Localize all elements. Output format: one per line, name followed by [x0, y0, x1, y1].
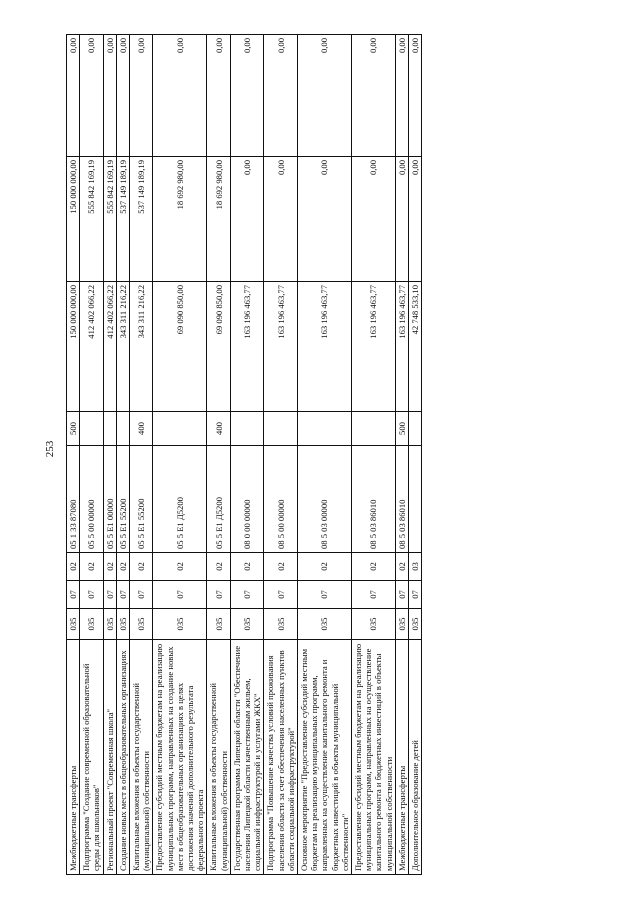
amount-col-2: 150 000 000,00 [67, 157, 80, 282]
amount-col-3: 0,00 [395, 35, 408, 157]
expense-type [352, 412, 396, 446]
target-article: 08 5 03 86010 [352, 446, 396, 553]
amount-col-3: 0,00 [264, 35, 298, 157]
section-code: 07 [80, 581, 103, 609]
subsection-code: 02 [395, 553, 408, 581]
amount-col-1: 412 402 066,22 [80, 282, 103, 412]
expense-type: 400 [207, 412, 230, 446]
amount-col-1: 163 196 463,77 [352, 282, 396, 412]
ministry-code: 035 [395, 609, 408, 640]
ministry-code: 035 [298, 609, 352, 640]
budget-table [66, 34, 422, 875]
amount-col-3: 0,00 [153, 35, 207, 157]
amount-col-2: 0,00 [298, 157, 352, 282]
row-name: Межбюджетные трансферты [395, 640, 408, 875]
subsection-code: 02 [80, 553, 103, 581]
page-number: 253 [44, 440, 56, 458]
rotated-page [66, 35, 422, 875]
amount-col-3: 0,00 [230, 35, 264, 157]
section-code: 07 [298, 581, 352, 609]
amount-col-1: 150 000 000,00 [67, 282, 80, 412]
amount-col-1: 42 748 533,10 [409, 282, 422, 412]
expense-type [103, 412, 116, 446]
amount-col-2: 18 692 980,00 [153, 157, 207, 282]
ministry-code: 035 [153, 609, 207, 640]
amount-col-3: 0,00 [352, 35, 396, 157]
table-row [207, 35, 230, 875]
amount-col-3: 0,00 [298, 35, 352, 157]
row-name: Региональный проект "Современная школа" [103, 640, 116, 875]
table-row [230, 35, 264, 875]
ministry-code: 035 [103, 609, 116, 640]
table-row [130, 35, 153, 875]
subsection-code: 03 [409, 553, 422, 581]
amount-col-3: 0,00 [116, 35, 129, 157]
section-code: 07 [207, 581, 230, 609]
section-code: 07 [264, 581, 298, 609]
amount-col-3: 0,00 [80, 35, 103, 157]
expense-type [153, 412, 207, 446]
target-article [409, 446, 422, 553]
row-name: Предоставление субсидий местным бюджетам на реализацию муниципальных программ, направленных на создание новых мест в общеобразовательных организациях в целях достижения значений дополнительного результата федерального проекта [153, 640, 207, 875]
row-name: Капитальные вложения в объекты государственной (муниципальной) собственности [130, 640, 153, 875]
expense-type: 500 [395, 412, 408, 446]
target-article: 05 5 E1 55200 [130, 446, 153, 553]
table-row [264, 35, 298, 875]
row-name: Дополнительное образование детей [409, 640, 422, 875]
section-code: 07 [130, 581, 153, 609]
subsection-code: 02 [103, 553, 116, 581]
amount-col-2: 0,00 [352, 157, 396, 282]
amount-col-3: 0,00 [103, 35, 116, 157]
amount-col-3: 0,00 [130, 35, 153, 157]
target-article: 05 5 00 00000 [80, 446, 103, 553]
ministry-code: 035 [67, 609, 80, 640]
subsection-code: 02 [153, 553, 207, 581]
subsection-code: 02 [130, 553, 153, 581]
section-code: 07 [409, 581, 422, 609]
row-name: Государственная программа Липецкой области "Обеспечение населения Липецкой области качественным жильем, социальной инфраструктурой и услугами ЖКХ" [230, 640, 264, 875]
amount-col-1: 343 311 216,22 [130, 282, 153, 412]
ministry-code: 035 [130, 609, 153, 640]
section-code: 07 [352, 581, 396, 609]
section-code: 07 [116, 581, 129, 609]
ministry-code: 035 [264, 609, 298, 640]
table-row [409, 35, 422, 875]
amount-col-3: 0,00 [207, 35, 230, 157]
subsection-code: 02 [230, 553, 264, 581]
ministry-code: 035 [207, 609, 230, 640]
row-name: Основное мероприятие "Предоставление субсидий местным бюджетам на реализацию муниципальных программ, направленных на осуществление капитального ремонта и бюджетных инвестиций в объекты муниципальной собственности" [298, 640, 352, 875]
subsection-code: 02 [298, 553, 352, 581]
section-code: 07 [395, 581, 408, 609]
expense-type [264, 412, 298, 446]
ministry-code: 035 [80, 609, 103, 640]
amount-col-3: 0,00 [67, 35, 80, 157]
section-code: 07 [230, 581, 264, 609]
amount-col-1: 163 196 463,77 [298, 282, 352, 412]
amount-col-1: 69 090 850,00 [153, 282, 207, 412]
amount-col-3: 0,00 [409, 35, 422, 157]
amount-col-2: 555 842 169,19 [80, 157, 103, 282]
amount-col-2: 0,00 [230, 157, 264, 282]
ministry-code: 035 [230, 609, 264, 640]
amount-col-1: 343 311 216,22 [116, 282, 129, 412]
target-article: 08 5 00 00000 [264, 446, 298, 553]
table-row [67, 35, 80, 875]
target-article: 08 5 03 86010 [395, 446, 408, 553]
subsection-code: 02 [67, 553, 80, 581]
amount-col-2: 537 149 189,19 [130, 157, 153, 282]
section-code: 07 [67, 581, 80, 609]
row-name: Предоставление субсидий местным бюджетам на реализацию муниципальных программ, направленных на осуществление капитального ремонта и бюджетных инвестиций в объекты муниципальной собственности [352, 640, 396, 875]
amount-col-2: 0,00 [395, 157, 408, 282]
table-row [103, 35, 116, 875]
amount-col-2: 555 842 169,19 [103, 157, 116, 282]
subsection-code: 02 [207, 553, 230, 581]
expense-type: 400 [130, 412, 153, 446]
table-row [116, 35, 129, 875]
amount-col-2: 0,00 [264, 157, 298, 282]
table-row [298, 35, 352, 875]
section-code: 07 [153, 581, 207, 609]
expense-type: 500 [67, 412, 80, 446]
amount-col-2: 18 692 980,00 [207, 157, 230, 282]
target-article: 05 5 E1 00000 [103, 446, 116, 553]
target-article: 05 5 E1 55200 [116, 446, 129, 553]
table-row [80, 35, 103, 875]
amount-col-1: 412 402 066,22 [103, 282, 116, 412]
amount-col-2: 537 149 189,19 [116, 157, 129, 282]
expense-type [80, 412, 103, 446]
expense-type [116, 412, 129, 446]
row-name: Подпрограмма "Создание современной образовательной среды для школьников" [80, 640, 103, 875]
amount-col-1: 163 196 463,77 [230, 282, 264, 412]
expense-type [230, 412, 264, 446]
subsection-code: 02 [352, 553, 396, 581]
target-article: 08 0 00 00000 [230, 446, 264, 553]
table-row [352, 35, 396, 875]
row-name: Капитальные вложения в объекты государственной (муниципальной) собственности [207, 640, 230, 875]
expense-type [409, 412, 422, 446]
amount-col-2: 0,00 [409, 157, 422, 282]
target-article: 05 1 33 87080 [67, 446, 80, 553]
amount-col-1: 69 090 850,00 [207, 282, 230, 412]
row-name: Межбюджетные трансферты [67, 640, 80, 875]
table-row [153, 35, 207, 875]
amount-col-1: 163 196 463,77 [264, 282, 298, 412]
target-article: 08 5 03 00000 [298, 446, 352, 553]
ministry-code: 035 [352, 609, 396, 640]
target-article: 05 5 E1 Д5200 [207, 446, 230, 553]
row-name: Создание новых мест в общеобразовательных организациях [116, 640, 129, 875]
ministry-code: 035 [409, 609, 422, 640]
target-article: 05 5 E1 Д5200 [153, 446, 207, 553]
amount-col-1: 163 196 463,77 [395, 282, 408, 412]
table-row [395, 35, 408, 875]
section-code: 07 [103, 581, 116, 609]
subsection-code: 02 [116, 553, 129, 581]
expense-type [298, 412, 352, 446]
ministry-code: 035 [116, 609, 129, 640]
row-name: Подпрограмма "Повышение качества условий проживания населения области за счет обеспечения населенных пунктов области социальной инфраструктурой" [264, 640, 298, 875]
subsection-code: 02 [264, 553, 298, 581]
